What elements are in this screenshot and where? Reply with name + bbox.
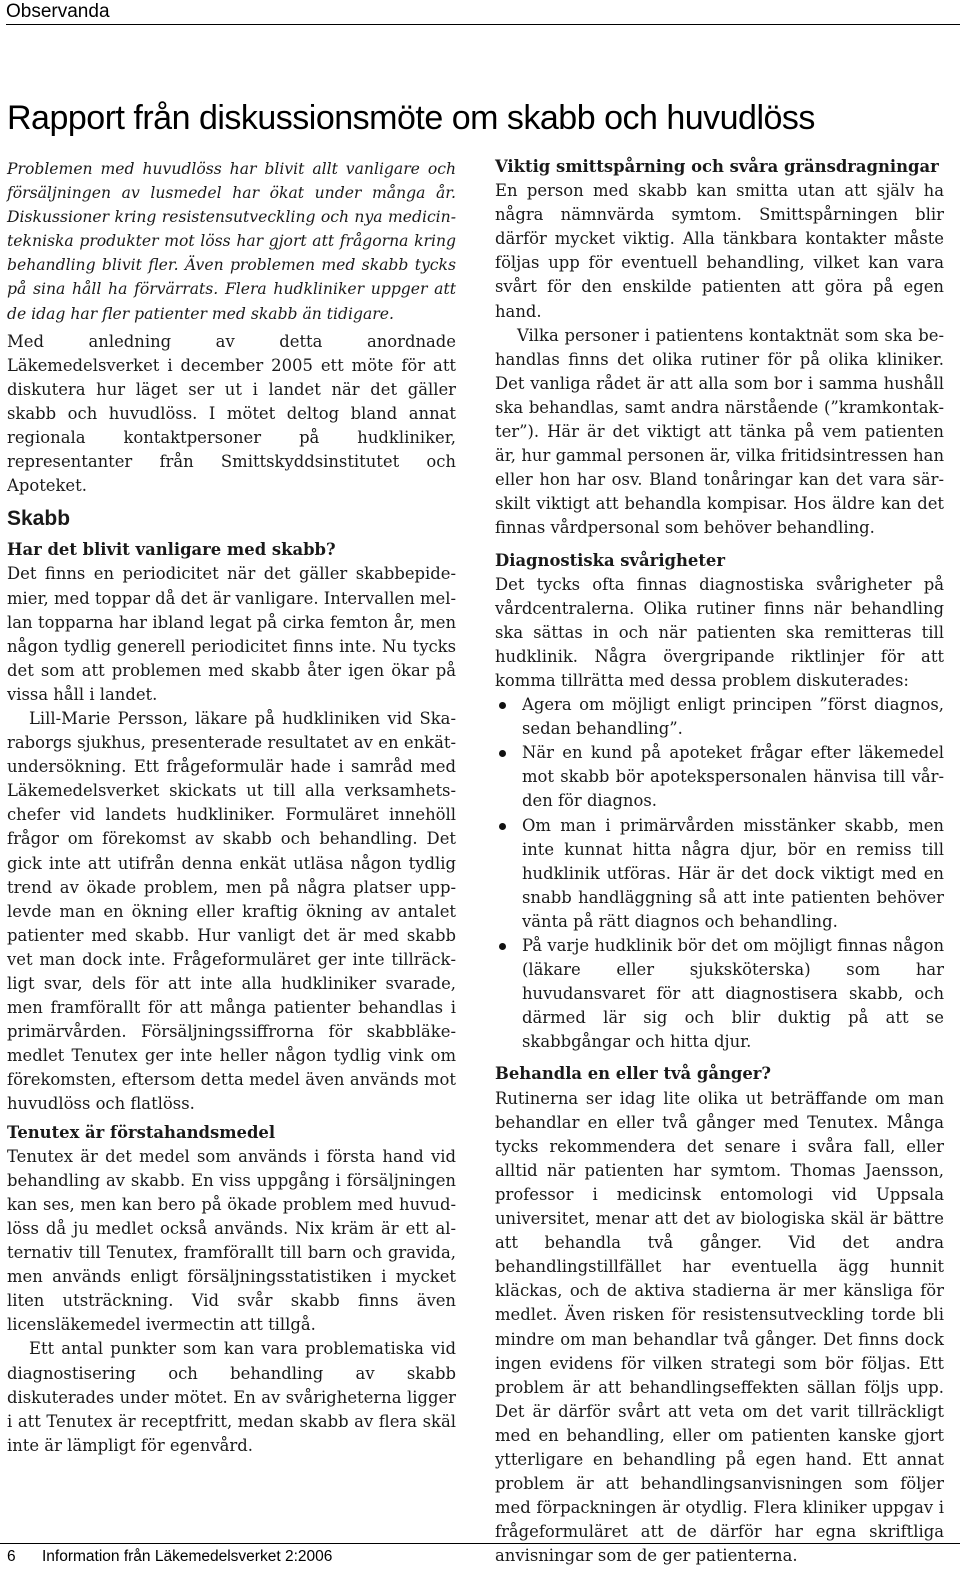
right-column [495, 155, 944, 1568]
intro-paragraph: Med anledning av detta anordnade Läkemedelsverket i december 2005 ett möte för att diskutera hur läget ser ut i landet när det gäller skabb och huvudlöss. I mötet deltog bland annat regionala kontaktpersoner på hudkliniker, representanter från Smittskyddsinstitutet och Apoteket. [7, 331, 456, 496]
list-item: När en kund på apoteket frågar efter läkemedel mot skabb bör apotekspersonalen hänvisa till vården för diagnos. [495, 741, 944, 813]
guideline-list [495, 693, 944, 1054]
paragraph: Det tycks ofta finnas diagnostiska svårigheter på vårdcentralerna. Olika rutiner finns när behandling ska sättas in och när patienten ska remitteras till hudklinik. Några övergripande riktlinjer för att komma tillrätta med dessa problem diskuterades: [495, 574, 944, 690]
paragraph: En person med skabb kan smitta utan att själv ha några nämnvärda symtom. Smittspårningen blir därför mycket viktig. Alla tänkbara kontakter måste följas upp för eventuell behandling, vilket kan vara svårt för den enskilde patienten att göra på egen hand. [495, 181, 944, 321]
section-label: Observanda [6, 0, 960, 25]
paragraph: Tenutex är det medel som används i första hand vid behandling av skabb. En viss uppgång i försäljningen kan ses, men kan bero på ökade problem med huvudlöss då ju medlet också används. Nix kräm är ett alternativ till Tenutex, framförallt till barn och gravida, men används enligt försäljningsstatistiken i mycket liten utsträckning. Vid svår skabb finns även licensläkemedel ivermectin att tillgå. [7, 1146, 456, 1335]
section-heading-skabb: Skabb [7, 507, 71, 531]
subheading-behandla: Behandla en eller två gånger? [495, 1064, 771, 1084]
list-item: Om man i primärvården misstänker skabb, men inte kunnat hitta några djur, bör en remiss till hudklinik utföras. Här är det dock viktigt med en snabb handläggning så att inte patienten behöver vänta på rätt diagnos och behandling. [495, 814, 944, 934]
lead-paragraph: Problemen med huvudlöss har blivit allt vanligare och försäljningen av lusmedel har ökat under många år. Diskussioner kring resistensutveckling och nya medicintekniska produkter mot löss har gjort att frågorna kring behandling blivit fler. Även problemen med skabb tycks på sina håll ha förvärrats. Flera hudkliniker uppger att de idag har fler patienter med skabb än tidigare. [7, 160, 456, 323]
article-title: Rapport från diskussionsmöte om skabb och huvudlöss [7, 99, 815, 137]
page-footer [0, 1543, 960, 1570]
subheading-diagnostik: Diagnostiska svårigheter [495, 550, 725, 570]
paragraph: Lill-Marie Persson, läkare på hudkliniken vid Skaraborgs sjukhus, presenterade resultatet av en enkätundersökning. Ett frågeformulär hade i samråd med Läkemedelsverket skickats ut till alla verksamhetschefer vid landets hudkliniker. Formuläret innehöll frågor om förekomst av skabb och behandling. Det gick inte att utifrån denna enkät utläsa någon tydlig trend av ökade problem, men på några platser upplevde man en ökning eller kraftig ökning av antalet patienter med skabb. Hur vanligt det är med skabb vet man dock inte. Frågeformuläret ger inte tillräckligt svar, dels för att inte alla hudkliniker svarade, men framförallt för att många patienter behandlas i primärvården. Försäljningssiffrorna för skabbläkemedlet Tenutex ger inte heller någon tydlig vink om förekomsten, eftersom detta medel även används mot huvudlöss och flatlöss. [7, 708, 456, 1114]
page-number: 6 [7, 1548, 16, 1565]
paragraph: Ett antal punkter som kan vara problematiska vid diagnostisering och behandling av skabb diskuterades under mötet. En av svårigheterna ligger i att Tenutex är receptfritt, medan skabb av flera skäl inte är lämpligt för egenvård. [7, 1339, 456, 1455]
paragraph: Det finns en periodicitet när det gäller skabbepidemier, med toppar då det är vanligare. Intervallen mellan topparna har ibland legat på cirka femton år, men någon tydlig generell periodicitet finns inte. Nu tycks det som att problemen med skabb åter igen ökar på vissa håll i landet. [7, 564, 456, 704]
subheading-tenutex: Tenutex är förstahandsmedel [7, 1122, 276, 1142]
left-column [7, 157, 456, 1458]
list-item: På varje hudklinik bör det om möjligt finnas någon (läkare eller sjuksköterska) som har huvudansvaret för att diagnostisera skabb, och därmed lär sig och blir duktig på att se skabbgångar och hitta djur. [495, 934, 944, 1054]
subheading-vanligare: Har det blivit vanligare med skabb? [7, 540, 336, 560]
paragraph: Vilka personer i patientens kontaktnät som ska behandlas finns det olika rutiner för på olika kliniker. Det vanliga rådet är att alla som bor i samma hushåll ska behandlas, samt andra närstående (”kramkontakter”). Här är det viktigt att tänka på vem patienten är, hur gammal personen är, vilka fritidsintressen han eller hon har osv. Bland tonåringar kan det vara särskilt viktigt att behandla kompisar. Hos äldre kan det finnas vårdpersonal som behöver behandling. [495, 325, 944, 538]
paragraph: Rutinerna ser idag lite olika ut beträffande om man behandlar en eller två gånger med Tenutex. Många tycks rekommendera det senare i svåra fall, eller alltid när patienten har symtom. Thomas Jaensson, professor i medicinsk entomologi vid Uppsala universitet, menar att det av biologiska skäl är bättre att behandla två gånger. Vid det andra behandlingstillfället har eventuella ägg hunnit kläckas, och de aktiva stadierna är mer känsliga för medlet. Även risken för resistensutveckling torde bli mindre om man behandlar två gånger. Det finns dock ingen evidens för vilken strategi som bör följas. Ett problem är att behandlingseffekten sällan följs upp. Det är därför svårt att veta om det varit tillräckligt med en behandling, eller om patienten kanske gjort ytterligare en behandling på egen hand. Ett annat problem är att behandlingsanvisningen som följer med förpackningen är otydlig. Flera kliniker uppgav i frågeformuläret att de därför har egna skriftliga anvisningar som de ger patienterna. [495, 1088, 944, 1566]
list-item: Agera om möjligt enligt principen ”först diagnos, sedan behandling”. [495, 693, 944, 741]
subheading-smittsparning: Viktig smittspårning och svåra gränsdragningar [495, 157, 939, 176]
publication-name: Information från Läkemedelsverket 2:2006 [42, 1548, 333, 1565]
